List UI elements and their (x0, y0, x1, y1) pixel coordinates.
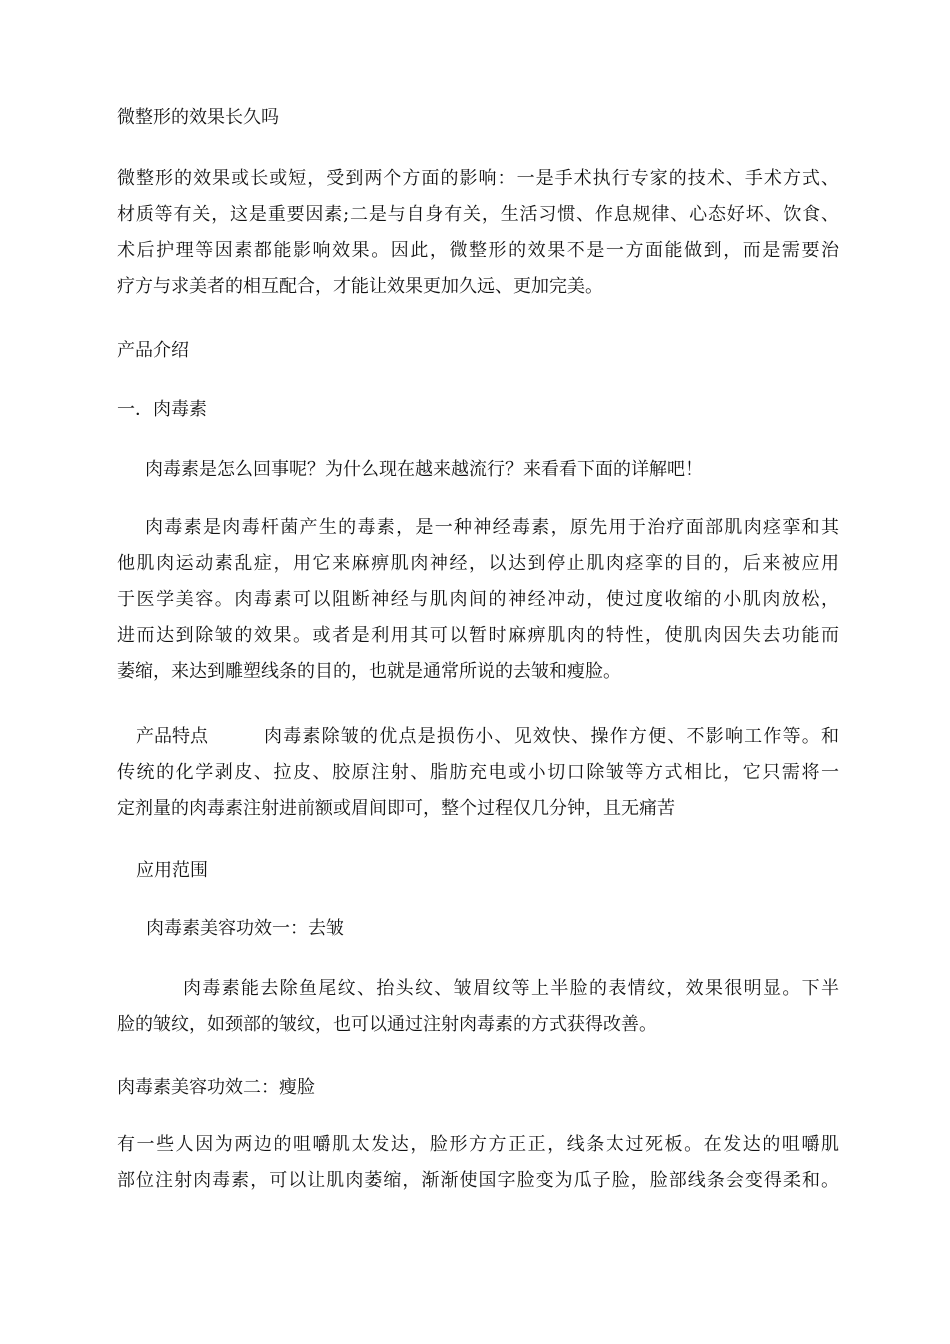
scope-heading (136, 853, 858, 889)
section-heading-botox (117, 392, 839, 428)
effect2-title-text: 肉毒素美容功效二：瘦脸 (117, 1077, 315, 1098)
features-line: 传统的化学剥皮、拉皮、胶原注射、脂肪充电或小切口除皱等方式相比，它只需将一 (117, 762, 839, 783)
botox-description (117, 510, 839, 690)
botox-desc-line: 于医学美容。肉毒素可以阻断神经与肌肉间的神经冲动，使过度收缩的小肌肉放松， (117, 589, 839, 610)
effect2-paragraph (117, 1127, 839, 1199)
features-paragraph (117, 719, 839, 827)
intro-line: 微整形的效果或长或短，受到两个方面的影响：一是手术执行专家的技术、手术方式、 (117, 168, 839, 189)
question-text: 肉毒素是怎么回事呢？为什么现在越来越流行？来看看下面的详解吧！ (145, 459, 703, 480)
botox-desc-line: 进而达到除皱的效果。或者是利用其可以暂时麻痹肌肉的特性，使肌肉因失去功能而 (117, 625, 839, 646)
effect1-heading (146, 911, 868, 947)
effect1-line: 肉毒素能去除鱼尾纹、抬头纹、皱眉纹等上半脸的表情纹，效果很明显。下半 (183, 978, 839, 999)
botox-desc-line: 他肌肉运动素乱症，用它来麻痹肌肉神经，以达到停止肌肉痉挛的目的，后来被应用 (117, 553, 839, 574)
features-line: 定剂量的肉毒素注射进前额或眉间即可，整个过程仅几分钟，且无痛苦 (117, 798, 675, 819)
intro-line: 疗方与求美者的相互配合，才能让效果更加久远、更加完美。 (117, 276, 603, 297)
effect2-line: 部位注射肉毒素，可以让肌肉萎缩，渐渐使国字脸变为瓜子脸，脸部线条会变得柔和。 (117, 1170, 839, 1191)
section-botox-text: 一．肉毒素 (117, 399, 207, 420)
effect2-line: 有一些人因为两边的咀嚼肌太发达，脸形方方正正，线条太过死板。在发达的咀嚼肌 (117, 1134, 839, 1155)
intro-line: 材质等有关，这是重要因素;二是与自身有关，生活习惯、作息规律、心态好坏、饮食、 (117, 204, 839, 225)
scope-text: 应用范围 (136, 860, 208, 881)
intro-paragraph (117, 161, 839, 305)
section-product-text: 产品介绍 (117, 340, 189, 361)
title-text: 微整形的效果长久吗 (117, 107, 279, 128)
features-line: 肉毒素除皱的优点是损伤小、见效快、操作方便、不影响工作等。和 (264, 726, 839, 747)
intro-line: 术后护理等因素都能影响效果。因此，微整形的效果不是一方面能做到，而是需要治 (117, 240, 839, 261)
section-heading-product (117, 333, 839, 369)
document-title (117, 100, 839, 136)
question-paragraph (145, 452, 845, 488)
effect1-line: 脸的皱纹，如颈部的皱纹，也可以通过注射肉毒素的方式获得改善。 (117, 1014, 657, 1035)
botox-desc-line: 萎缩，来达到雕塑线条的目的，也就是通常所说的去皱和瘦脸。 (117, 661, 621, 682)
effect2-heading (117, 1070, 839, 1106)
features-label: 产品特点 (136, 726, 208, 747)
botox-desc-line: 肉毒素是肉毒杆菌产生的毒素，是一种神经毒素，原先用于治疗面部肌肉痉挛和其 (145, 517, 839, 538)
features-first-line (117, 719, 839, 755)
effect1-paragraph (117, 971, 839, 1043)
effect1-title-text: 肉毒素美容功效一：去皱 (146, 918, 344, 939)
